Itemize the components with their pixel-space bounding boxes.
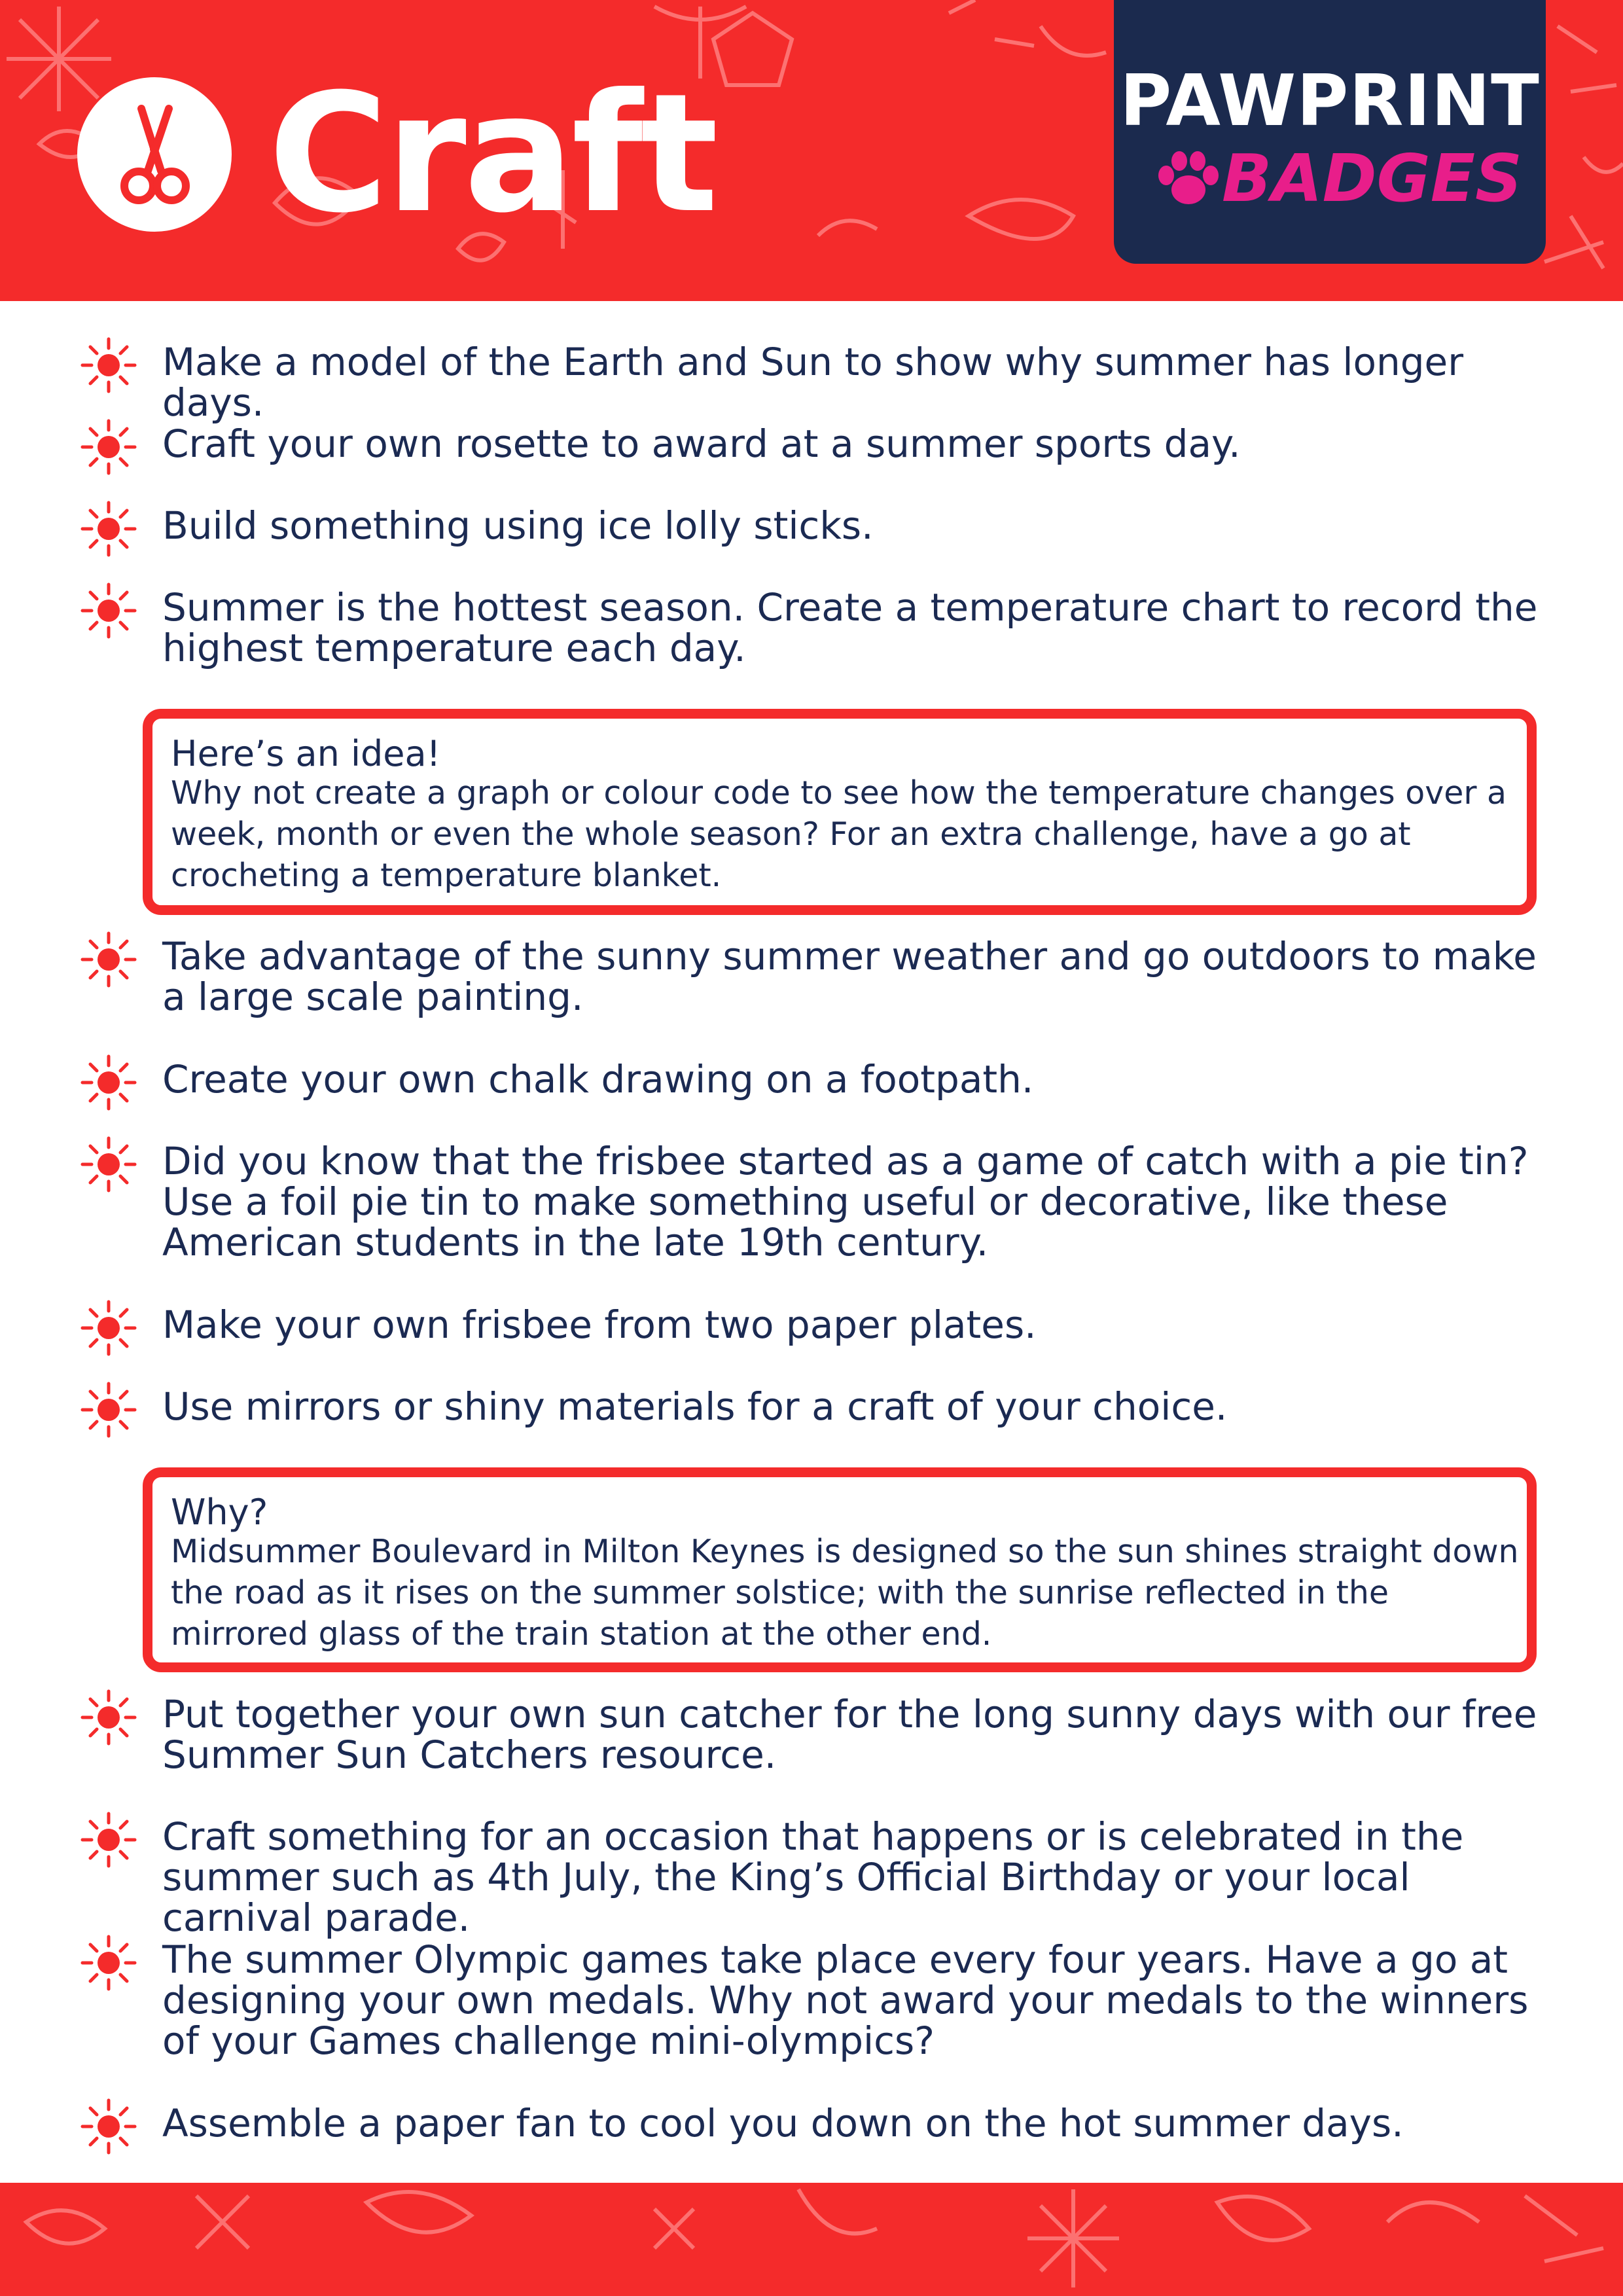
sun-icon [79,929,139,990]
item-text: Make your own frisbee from two paper plates. [162,1302,1037,1347]
scissors-icon [96,96,213,213]
header-banner [0,0,1623,301]
scissors-badge [77,77,232,232]
logo-line2: BADGES [1222,140,1523,217]
sun-icon [79,499,139,559]
paw-icon [1154,149,1220,208]
item-text: The summer Olympic games take place every four years. Have a go at designing your own medals. Why not award your medals to the winners of your Games challenge mini-olympics? [162,1937,1529,2063]
sun-icon [79,1134,139,1194]
callout-body: Why not create a graph or colour code to see how the temperature changes over a week, month or even the whole season? For an extra challenge, have a go at crocheting a temperature blanket. [171,774,1507,894]
item-text: Summer is the hottest season. Create a temperature chart to record the highest temperature each day. [162,585,1538,670]
why-callout [143,1467,1537,1672]
callout-body: Midsummer Boulevard in Milton Keynes is designed so the sun shines straight down the road as it rises on the summer solstice; with the sunrise reflected in the mirrored glass of the train station at the other end. [171,1533,1519,1653]
item-text: Did you know that the frisbee started as a game of catch with a pie tin? Use a foil pie tin to make something useful or decorative, like these American students in the late 19th century. [162,1139,1529,1265]
pawprint-badges-logo [1114,0,1546,264]
sun-icon [79,1810,139,1870]
snowflake-pattern-icon [0,2183,1623,2296]
item-text: Create your own chalk drawing on a footpath. [162,1057,1034,1102]
sun-icon [79,1298,139,1358]
item-text: Craft your own rosette to award at a summer sports day. [162,422,1241,466]
item-text: Make a model of the Earth and Sun to show why summer has longer days. [162,340,1464,425]
footer-banner [0,2183,1623,2296]
item-text: Put together your own sun catcher for the long sunny days with our free Summer Sun Catchers resource. [162,1692,1537,1777]
sun-icon [79,581,139,641]
item-text: Assemble a paper fan to cool you down on the hot summer days. [162,2101,1404,2145]
sun-icon [79,417,139,477]
item-text: Use mirrors or shiny materials for a craft of your choice. [162,1384,1228,1429]
sun-icon [79,2096,139,2157]
item-text: Take advantage of the sunny summer weather and go outdoors to make a large scale painting. [162,934,1537,1019]
sun-icon [79,1933,139,1993]
item-text: Build something using ice lolly sticks. [162,503,874,548]
page-title: Craft [268,58,716,249]
sun-icon [79,1052,139,1113]
sun-icon [79,1380,139,1440]
item-text: Craft something for an occasion that happens or is celebrated in the summer such as 4th July, the King’s Official Birthday or your local carnival parade. [162,1814,1464,1940]
callout-title: Here’s an idea! [171,733,441,774]
sun-icon [79,1687,139,1748]
sun-icon [79,335,139,395]
idea-callout [143,709,1537,915]
logo-line1: PAWPRINT [1120,60,1540,142]
callout-title: Why? [171,1492,268,1533]
activity-list [0,301,1623,2183]
